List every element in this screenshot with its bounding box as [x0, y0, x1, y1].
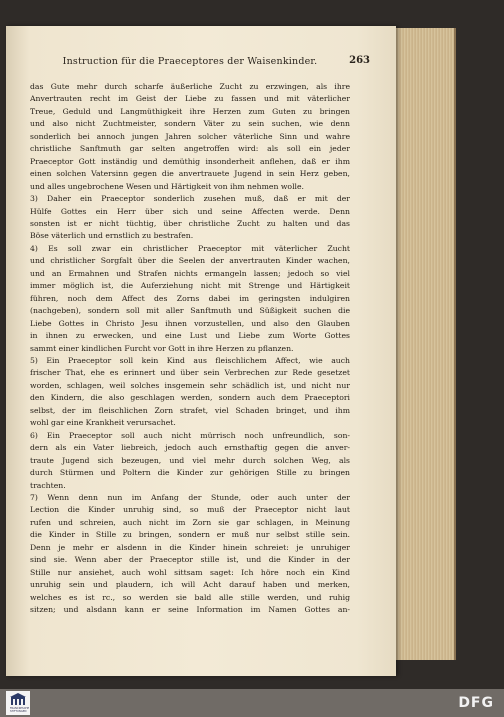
- text-line: Hülfe Gottes ein Herr über sich und seine Affecten werde. Denn: [30, 206, 350, 216]
- book-page-edges: [392, 28, 456, 660]
- text-line: Böse väterlich und ernstlich zu bestrafen.: [30, 231, 194, 241]
- text-line: wohl gar eine Krankheit verursachet.: [30, 418, 176, 428]
- text-line: den Kindern, die also geschlagen werden, sondern auch dem Praeceptori: [30, 393, 350, 403]
- running-header: [20, 56, 370, 70]
- body-text: [30, 81, 350, 616]
- text-line: 5) Ein Praeceptor soll kein Kind aus fleischlichem Affect, wie auch: [30, 355, 350, 365]
- dfg-logo[interactable]: DFG: [458, 695, 494, 711]
- text-line: frischer That, ehe es erinnert und über sein Verbrechen zur Rede gesetzet: [30, 368, 350, 378]
- text-line: immer möglich ist, die Auferziehung nicht mit Strenge und Härtigkeit: [30, 281, 350, 291]
- text-line: Denn je mehr er alsdenn in die Kinder hinein schreiet: je unruhiger: [30, 542, 350, 552]
- viewer-footer-bar: [0, 689, 504, 717]
- text-line: sind sie. Wenn aber der Praeceptor stille ist, und die Kinder in der: [30, 555, 350, 565]
- text-line: 7) Wenn denn nun im Anfang der Stunde, oder auch unter der: [30, 492, 350, 502]
- text-line: rufen und schreien, auch nicht im Zorn sie gar schlagen, in Meinung: [30, 517, 350, 527]
- text-line: traute Jugend sich bezeugen, und viel mehr durch solchen Weg, als: [30, 455, 350, 465]
- text-line: Anvertrauten recht im Geist der Liebe zu fassen und mit väterlicher: [30, 94, 350, 104]
- text-line: dern als ein Vater liebreich, jedoch auch ernsthaftig gegen die anver-: [30, 443, 350, 453]
- text-line: sitzen; und alsdann kann er seine Information im Namen Gottes an-: [30, 605, 350, 615]
- francke-logo-caption: FRANCKESCHE STIFTUNGEN: [10, 707, 30, 713]
- text-line: das Gute mehr durch scharfe äußerliche Zucht zu erzwingen, als ihre: [30, 82, 350, 91]
- text-line: durch Stürmen und Poltern die Kinder zur gehörigen Stille zu bringen: [30, 468, 350, 478]
- text-line: christliche Sanftmuth gar selten angetroffen wird: als soll ein jeder: [30, 144, 350, 154]
- text-line: worden, schlagen, weil solches insgemein sehr schädlich ist, und nicht nur: [30, 380, 350, 390]
- text-line: 4) Es soll zwar ein christlicher Praeceptor mit väterlicher Zucht: [30, 243, 350, 253]
- text-line: 6) Ein Praeceptor soll auch nicht mürrisch noch unfreundlich, son-: [30, 430, 350, 440]
- text-line: unruhig sein und plaudern, ich will Acht darauf haben und merken,: [30, 580, 350, 590]
- header-title: Instruction für die Praeceptores der Waisenkinder.: [62, 56, 318, 67]
- text-line: Liebe Gottes in Christo Jesu ihnen vorzustellen, und also den Glauben: [30, 318, 350, 328]
- text-line: Lection die Kinder unruhig sind, so muß der Praeceptor nicht laut: [30, 505, 350, 515]
- text-line: die Kinder in Stille zu bringen, sondern er muß nur selbst stille sein.: [30, 530, 350, 540]
- francke-logo[interactable]: [6, 691, 30, 715]
- text-line: sonsten ist er nicht tüchtig, über christliche Zucht zu halten und das: [30, 218, 350, 228]
- text-line: führen, noch dem Affect des Zorns dabei im geringsten indulgiren: [30, 293, 350, 303]
- text-line: und also nicht Zuchtmeister, sondern Väter zu sein suchen, wie denn: [30, 119, 350, 129]
- page-number: 263: [349, 55, 370, 66]
- text-line: selbst, der im fleischlichen Zorn strafet, viel Schaden bringet, und ihm: [30, 405, 350, 415]
- text-line: und christlicher Sorgfalt über die Seelen der anvertrauten Kinder wachen,: [30, 256, 350, 266]
- text-line: in ihnen zu erwecken, und eine Lust und Liebe zum Worte Gottes: [30, 331, 350, 341]
- text-line: 3) Daher ein Praeceptor sonderlich zusehen muß, daß er mit der: [30, 194, 350, 204]
- text-line: (nachgeben), sondern soll mit aller Sanftmuth und Süßigkeit suchen die: [30, 306, 350, 316]
- text-line: sammt einer kindlichen Furcht vor Gott in ihre Herzen zu pflanzen.: [30, 343, 294, 353]
- text-line: Praeceptor Gott inständig und demüthig insonderheit anflehen, daß er ihm: [30, 156, 350, 166]
- text-line: Treue, Geduld und Langmüthigkeit ihre Herzen zum Guten zu bringen: [30, 106, 350, 116]
- text-line: und alles ungebrochene Wesen und Härtigkeit von ihm nehmen wolle.: [30, 181, 304, 191]
- text-line: und an Ermahnen und Strafen nichts ermangeln lassen; jedoch so viel: [30, 268, 350, 278]
- text-line: sonderlich bei annoch jungen Jahren solcher väterliche Sinn und wahre: [30, 131, 350, 141]
- text-line: trachten.: [30, 480, 66, 490]
- text-line: welches es ist rc., so werden sie bald alle stille werden, und ruhig: [30, 592, 350, 602]
- text-line: einen solchen Vatersinn gegen die anvertrauete Jugend in sein Herz geben,: [30, 169, 350, 179]
- text-line: Stille nur ansiehet, auch wohl sittsam saget: Ich höre noch ein Kind: [30, 567, 350, 577]
- francke-logo-icon: [10, 693, 26, 706]
